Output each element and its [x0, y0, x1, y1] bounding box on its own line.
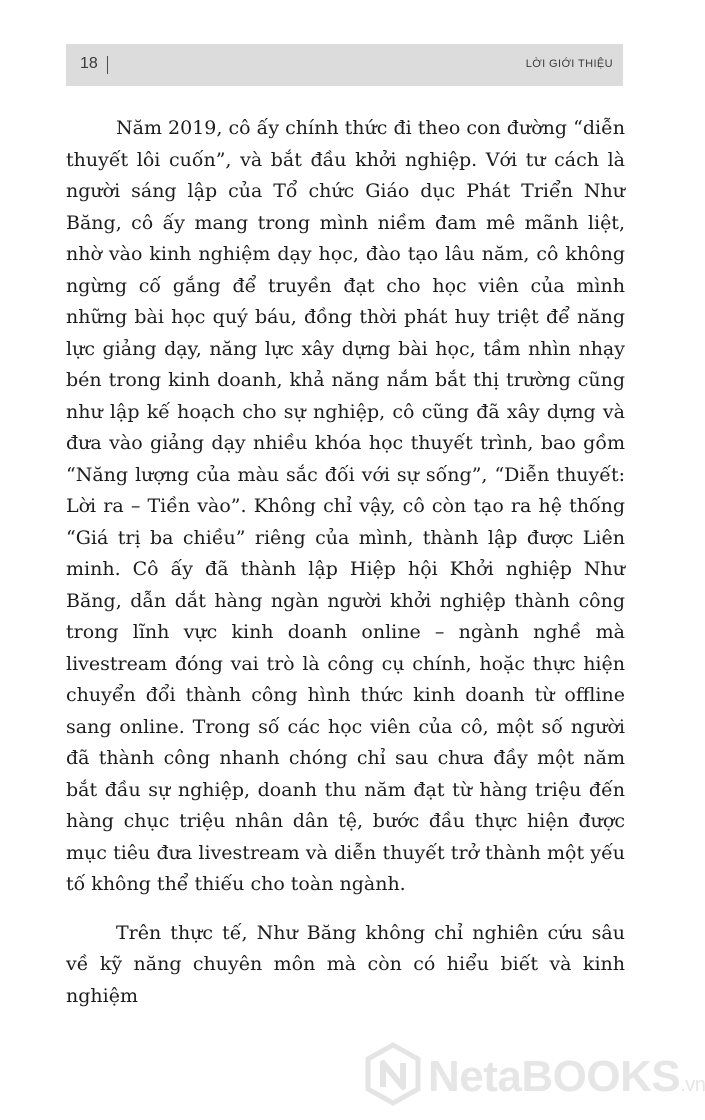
header-divider [107, 56, 108, 74]
watermark-brand-text: NetaBOOKS [428, 1052, 681, 1101]
watermark-suffix: .vn [680, 1074, 705, 1096]
body-text [66, 113, 625, 1012]
running-header [66, 44, 623, 86]
watermark-brand [428, 1052, 705, 1102]
hexagon-n-logo-icon [364, 1042, 422, 1106]
watermark [364, 1042, 705, 1112]
paragraph: Trên thực tế, Như Băng không chỉ nghiên cứu sâu về kỹ năng chuyên môn mà còn có hiểu biết và kinh nghiệm [66, 921, 625, 1007]
page-number: 18 [80, 55, 98, 72]
paragraph: Năm 2019, cô ấy chính thức đi theo con đường “diễn thuyết lôi cuốn”, và bắt đầu khởi nghiệp. Với tư cách là người sáng lập của Tổ chức Giáo dục Phát Triển Như Băng, cô ấy mang trong mình niềm đam mê mãnh liệt, nhờ vào kinh nghiệm dạy học, đào tạo lâu năm, cô không ngừng cố gắng để truyền đạt cho học viên của mình những bài học quý báu, đồng thời phát huy triệt để năng lực giảng dạy, năng lực xây dựng bài học, tầm nhìn nhạy bén trong kinh doanh, khả năng nắm bắt thị trường cũng như lập kế hoạch cho sự nghiệp, cô cũng đã xây dựng và đưa vào giảng dạy nhiều khóa học thuyết trình, bao gồm “Năng lượng của màu sắc đối với sự sống”, “Diễn thuyết: Lời ra – Tiền vào”. Không chỉ vậy, cô còn tạo ra hệ thống “Giá trị ba chiều” riêng của mình, thành lập được Liên minh. Cô ấy đã thành lập Hiệp hội Khởi nghiệp Như Băng, dẫn dắt hàng ngàn người khởi nghiệp thành công trong lĩnh vực kinh doanh online – ngành nghề mà livestream đóng vai trò là công cụ chính, hoặc thực hiện chuyển đổi thành công hình thức kinh doanh từ offline sang online. Trong số các học viên của cô, một số người đã thành công nhanh chóng chỉ sau chưa đầy một năm bắt đầu sự nghiệp, doanh thu năm đạt từ hàng triệu đến hàng chục triệu nhân dân tệ, bước đầu thực hiện được mục tiêu đưa livestream và diễn thuyết trở thành một yếu tố không thể thiếu cho toàn ngành. [66, 117, 625, 895]
section-title: LỜI GIỚI THIỆU [525, 58, 613, 70]
